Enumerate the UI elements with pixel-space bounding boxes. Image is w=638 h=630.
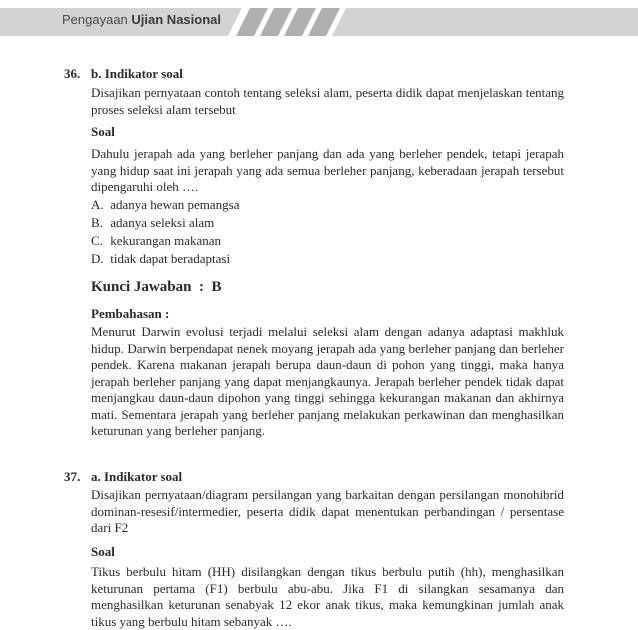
soal-heading: Soal [91, 544, 115, 559]
soal-text: Dahulu jerapah ada yang berleher panjang dan ada yang berleher pendek, tetapi jerapah yang hidup saat ini jerapah yang ada semua berleher panjang, keberadaan jerapah tersebut dipengaruhi oleh …. [91, 146, 564, 194]
page-header [0, 0, 638, 42]
options-list [91, 196, 564, 268]
option-a: A. adanya hewan pemangsa [91, 197, 240, 212]
indicator-heading: a. Indikator soal [91, 469, 183, 484]
answer-key: Kunci Jawaban : B [91, 279, 222, 295]
question-number: 37. [64, 469, 81, 484]
pembahasan-heading: Pembahasan : [91, 306, 170, 321]
indicator-text: Disajikan pernyataan/diagram persilangan yang barkaitan dengan persilangan monohibrid dominan-resesif/intermedier, peserta didik dapat menentukan perbandingan / persentase dari F2 [91, 487, 564, 535]
soal-text: Tikus berbulu hitam (HH) disilangkan dengan tikus berbulu putih (hh), menghasilkan keturunan pertama (F1) berbulu abu-abu. Jika F1 di silangkan sesamanya dan menghasilkan keturunan senabyak 12 ekor anak tikus, maka kemungkinan jumlah anak tikus yang berbulu hitam sebanyak …. [91, 564, 564, 629]
header-title [62, 12, 221, 27]
option-b: B. adanya seleksi alam [91, 215, 215, 230]
header-title-bold: Ujian Nasional [131, 12, 221, 27]
pembahasan-text: Menurut Darwin evolusi terjadi melalui seleksi alam dengan adanya adaptasi makhluk hidup. Darwin berpendapat nenek moyang jerapah ada yang berleher panjang dan berleher pendek. Karena makanan jerapah berupa daun-daun di pohon yang tinggi, maka hanya jerapah berleher panjang yang dapat menjangkaunya. Jerapah berleher pendek tidak dapat menjangkau daun-daun dipohon yang tinggi sehingga kekurangan makanan dan akhirnya mati. Sementara jerapah yang berleher panjang melakukan perkawinan dan menghasilkan keturunan yang berleher panjang. [91, 324, 564, 438]
indicator-text: Disajikan pernyataan contoh tentang seleksi alam, peserta didik dapat menjelaskan tentang proses seleksi alam tersebut [91, 85, 564, 117]
option-d: D. tidak dapat beradaptasi [91, 251, 231, 266]
indicator-heading: b. Indikator soal [91, 66, 183, 81]
soal-heading: Soal [91, 124, 115, 139]
header-prefix: Pengayaan [62, 12, 128, 27]
option-c: C. kekurangan makanan [91, 233, 222, 248]
question-number: 36. [64, 66, 81, 81]
